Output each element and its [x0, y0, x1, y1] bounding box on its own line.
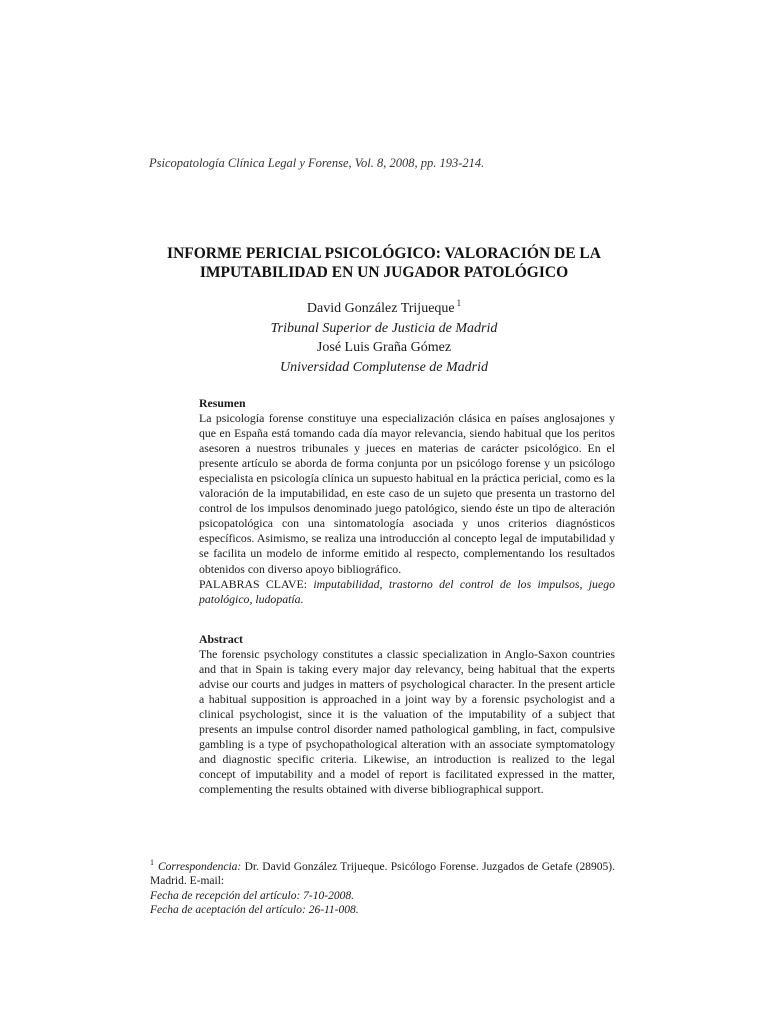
resumen-section	[199, 396, 615, 607]
keywords-paragraph	[199, 577, 615, 607]
abstract-section	[199, 632, 615, 798]
footnote-mark: 1	[150, 858, 154, 867]
keywords-text: imputabilidad, trastorno del control de los impulsos, juego patológico, ludopatía.	[199, 576, 615, 606]
abstract-body: The forensic psychology constitutes a classic specialization in Anglo-Saxon countries and that in Spain is taking every major day relevancy, being habitual that the experts advise our courts and judges in matters of psychological character. In the present article a habitual supposition is approached in a joint way by a forensic psychologist and a clinical psychologist, since it is the valuation of the imputability of a subject that presents an impulse control disorder named pathological gambling, in fact, compulsive gambling is a type of psychopathological alteration with an associate symptomatology and diagnostic specific criteria. Likewise, an introduction is realized to the legal concept of imputability and a model of report is facilitated expressed in the matter, complementing the results obtained with diverse bibliographical support.	[199, 647, 615, 797]
title-line-1: INFORME PERICIAL PSICOLÓGICO: VALORACIÓN DE LA	[167, 245, 601, 262]
footnote	[150, 856, 615, 917]
author-1-affiliation: Tribunal Superior de Justicia de Madrid	[270, 320, 498, 336]
footnote-correspondence	[150, 856, 615, 889]
article-title	[150, 244, 618, 282]
footnote-accepted-date: Fecha de aceptación del artículo: 26-11-008.	[150, 903, 359, 916]
author-block	[150, 294, 618, 377]
footnote-text: Dr. David González Trijueque. Psicólogo Forense. Juzgados de Getafe (28905). Madrid. E-mail:	[150, 861, 615, 888]
title-line-2: IMPUTABILIDAD EN UN JUGADOR PATOLÓGICO	[199, 264, 569, 281]
footnote-label: Correspondencia:	[158, 861, 242, 873]
author-1-name: David González Trijueque	[306, 301, 455, 316]
resumen-heading: Resumen	[199, 396, 246, 410]
resumen-body: La psicología forense constituye una especialización clásica en países anglosajones y que en España está tomando cada día mayor relevancia, siendo habitual que los peritos asesoren a nuestros tribunales y jueces en materias de carácter psicológico. En el presente artículo se aborda de forma conjunta por un psicólogo forense y un psicólogo especialista en psicología clínica un supuesto habitual en la práctica pericial, como es la valoración de la imputabilidad, en este caso de un sujeto que presenta un trastorno del control de los impulsos denominado juego patológico, siendo éste un tipo de alteración psicopatológica con una sintomatología asociada y unos criterios diagnósticos específicos. Asimismo, se realiza una introducción al concepto legal de imputabilidad y se facilita un modelo de informe emitido al respecto, complementando los resultados obtenidos con diverso apoyo bibliográfico.	[199, 411, 615, 576]
author-1-line	[150, 294, 618, 319]
author-1-footnote-mark: 1	[456, 298, 462, 308]
journal-reference: Psicopatología Clínica Legal y Forense, Vol. 8, 2008, pp. 193-214.	[149, 156, 485, 170]
author-2-name: José Luis Graña Gómez	[316, 340, 452, 355]
author-2-affiliation: Universidad Complutense de Madrid	[279, 359, 489, 375]
footnote-received-date: Fecha de recepción del artículo: 7-10-2008.	[150, 889, 354, 902]
keywords-label: PALABRAS CLAVE:	[199, 576, 307, 591]
abstract-heading: Abstract	[199, 632, 243, 646]
